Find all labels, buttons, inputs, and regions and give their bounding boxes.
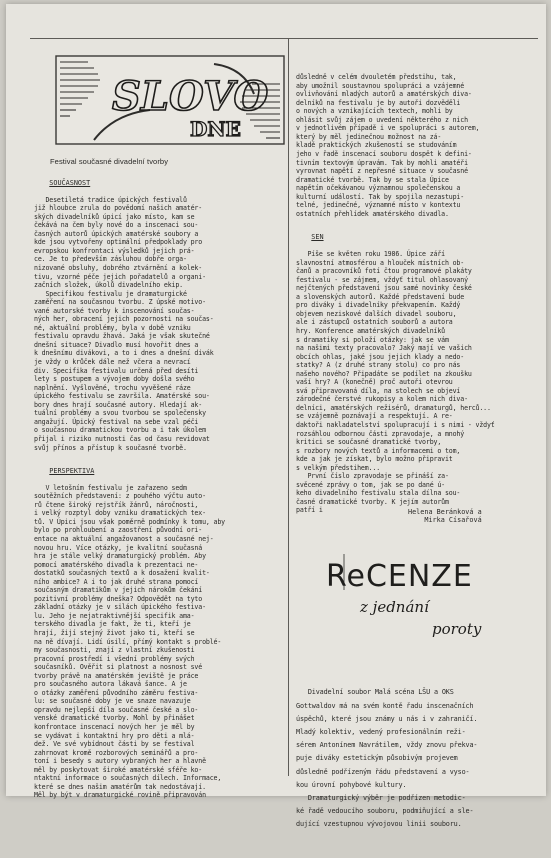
paragraph-soucasnost: Desetiletá tradice úpických festivalů již hloubce zrula do povědomí našich amatér- ských divadelníků úpicí jako místo, kam se čekává na čem byly nové do a inscenaci sou- časných autorů úpických amatérské soubory a kde jsou vytvořeny optimální předpoklady pro evropskou konfrontaci výsledků jejich prá- ce. Je to především zásluhou dobře orga- nizované obsluhy, dobrého ztvárnění a kolek- tivu, vzorné péče jejich pořadatelů a organi- začních složek, úkolů divadelního ekip. Specifikou festivalu je dramaturgické zaměření na současnou tvorbu. Z úpské motivo- vané autorské tvorby k inscenování součas- ných her, obracení jejich pozornosti na součas- né, aktuální problémy, byla v době vzniku festivalu opravdu žhavá. Jaká je však skutečné dnešní situace? Divadlo musí hovořit dnes a k dnešnímu divákovi, a to i dnes a dnešní divák je vždy o krůček dále než včera a nevrací div. Specifika festivalu určená před desíti lety s postupem a vývojem doby došla svého naplnění. Vyšlověné, trochu vyvěšené ráze úpického festivalu se završila. Amatérské sou- bory dnes hrají současné autory. Hledají ak- tuální problémy a svou tvorbou se společensky angažují. Úpický festival na sebe vzal péči o současnou dramatickou tvorbu a i tak úkolem přijal i riziko nutnosti čas od času revidovat svůj přínos a přístup k současné tvorbě.: [34, 195, 214, 452]
recenze-heading: [322, 550, 522, 660]
section-heading-soucasnost: SOUČASNOST: [49, 178, 91, 187]
recenze-title: ReCENZE: [326, 559, 473, 594]
paragraph-sen: Píše se květen roku 1986. Úpice září slavnostní atmosférou a hlouček místních ob- čanů a pracovníků fotí čtou programové plakáty festivalu - se zájmem, vždyť titul ohlasovaný nejčtených představení jsou samé novinky české a slovenských autorů. Každé představení bude pro diváky i divadelníky překvapením. Každý objevem neziskové dalších divadel souboru, ale i zástupců ostatních souborů a autora hry. Konference amatérských divadelníků s dramatiky si položí otázky: jak se vám na našimi texty pracovalo? Jaký mají ve vašich obcích ohlas, jaké jsou jejich klady a nedo- statky? A (z druhé strany stolu) co pro nás našeho nového? Připadáte se podílet na zkoušku vaší hry? A (konečně) proč autoři otevrou svá připravovaná díla, na stolech se objeví zárodečné čerstvé rukopisy a kolem nich diva- delníci, amatérských režisérů, dramaturgů, herců... se vzájemně poznávají a respektují. A re- daktoři nakladatelství spolupracují i s nimi - vždyť rozsáhlou odbornou části zpravodaje, a mnohý kritici se současné dramatické tvorby, s rozbory nových textů a informacemi o tom, kde a jak je získat, bylo možno připravit s velkým předstihem... První číslo zpravodaje se přináší za- svěcené zprávy o tom, jak se po dané ú- keho divadelního festivalu stala dílna sou- časné dramatické tvorby. K jejím autorům patří i: [296, 250, 495, 515]
review-column: [296, 660, 536, 858]
article-subtitle: Festival současné divadelní tvorby: [50, 157, 169, 166]
left-column: [34, 170, 284, 817]
magazine-page: [6, 4, 546, 829]
recenze-subtitle-line1: z jednání: [360, 598, 429, 616]
slovo-dne-logo: [54, 54, 286, 146]
section-heading-sen: SEN: [311, 232, 324, 241]
recenze-subtitle-line2: poroty: [432, 620, 482, 638]
top-rule: [30, 38, 538, 39]
paragraph-continuation: důsledně v celém dvouletém předstihu, tak, aby umožnil soustavnou spolupráci a vzájemné ovlivňování mladých autorů a amatérských diva- delníků na festivalu je by autoři dozvěděli o nových a vznikajících textech, mohli by ohlásit svůj zájem o uvedení některého z nich v jednotlivém případě i ve spolupráci s autorem, který by měl jedinečnou možnost na zá- kladě praktických zkušeností se studováním jeho v řadě inscenací souboru dospět k defini- tivním textovým úpravám. Tak by mohli amatéři vyrovnat napětí z nepřesné situace v současné dramatické tvorbě. Tak by se stala Úpice napětím očekávanou významnou společenskou a kulturní událostí. Tak by spojila nezastupi- telné, jedinečné, významné místo v kontextu ostatních přehlídek amatérského divadla.: [296, 73, 480, 218]
author-signature: Helena Beránková a Mirka Císařová: [408, 508, 482, 524]
paragraph-review: Divadelní soubor Malá scéna LŠU a OKS Gottwaldov má na svém kontě řadu inscenačních úspěchů, které jsou známy u nás i v zahraničí. Mladý kolektiv, vedený profesionálním reži- sérem Antonínem Navrátilem, vždy znovu překva- puje diváky estetickým působivým projevem důsledně podřízeným řádu představení a vyso- kou úrovní pohybové kultury. Dramaturgický výběr je podřízen metodic- ké řadě vedoucího souboru, podmiňující a sle- dující vzestupnou vývojovou linii souboru.: [296, 688, 478, 829]
logo-word-dne: DNE: [190, 117, 241, 141]
logo-word-slovo: SLOVO: [112, 73, 269, 120]
right-column: [296, 56, 536, 532]
paragraph-perspektiva: V letošním festivalu je zařazeno sedm soutěžních představení: z pouhého výčtu auto- rů čtene široký rejstřík žánrů, náročnosti, i velký rozptyl doby vzniku dramatických tex- tů. V Úpici jsou však poměrně podmínky k tomu, aby bylo po prohloubení a zaostření původní ori- entace na aktuální angažovanost a současné nej- novou hru. Více otázky, je kvalitní současná hra je stále velký dramaturgický problém. Aby pomocí amatérského divadla k prezentaci ne- dostatků současných textů a k dosažení kvalit- ního ambice? A i to jak druhé strana pomocí současným dramatikům v jejich nárokům čekání pozitivní problémy dneška? Odpovědět na tyto základní otázky je v silách úpického festiva- lu. Jeho je nejatraktivnější specifik ama- terského divadla je fakt, že ti, kteří je hrají, žijí stejný život jako ti, kteří se na ně dívají. Lidí úsilí, přímý kontakt s problé- my současnosti, znají z vlastní zkušenosti pracovní prostředí i všední problémy svých současníků. Ověřit si platnost a nosnost své tvorby právě na amatérském jeviště je práce pro současného autora lákavá šance. A je o otázky zaměření původního záměru festiva- lu: se současné doby je ve snaze navazuje opravdu nejlepší díla současné české a slo- venské dramatické tvorby. Mohl by přinášet konfrontace inscenací nových her je měl by se vydávat i kontaktní hry pro děti a mlá- dež. Ve své vybídnout části by se festival zahrnovat kromě rozborových seminářů a pro- toní i besedy s autory vybraných her a hlavně měl by poskytovat široké amatérské sféře ko- ntaktní informace o současných dílech. Informace, které se dnes našim amatérům tak nedostávají. Měl by být v dramaturgické rovině připravován: [34, 483, 225, 800]
section-heading-perspektiva: PERSPEKTIVA: [49, 466, 95, 475]
column-divider: [288, 38, 289, 776]
